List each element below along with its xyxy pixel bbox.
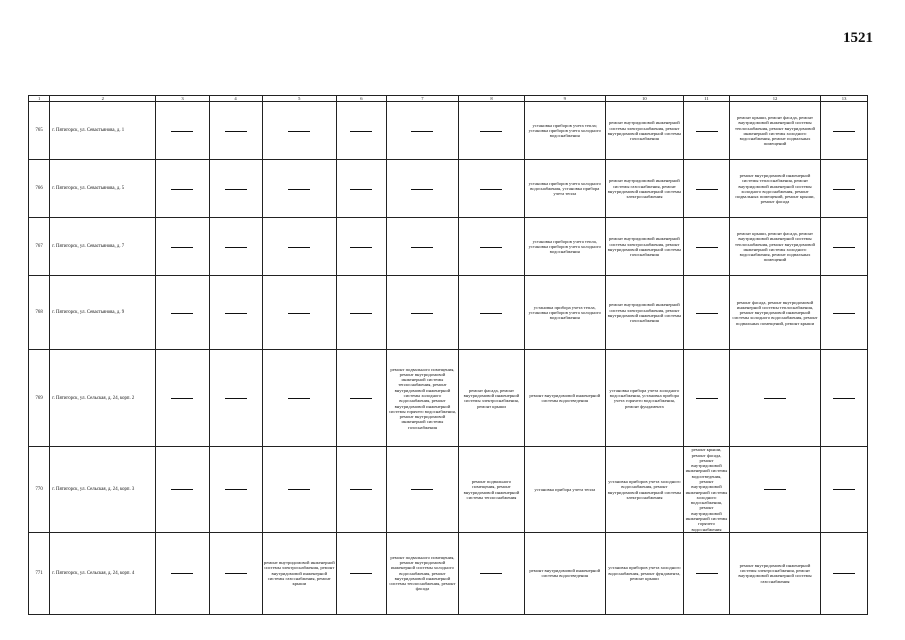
address-cell: г. Пятигорск, ул. Севастьянова, д. 1 — [50, 102, 156, 160]
dash-mark — [833, 398, 855, 399]
header-cell: 7 — [386, 96, 458, 102]
empty-cell — [821, 102, 868, 160]
header-cell: 4 — [209, 96, 262, 102]
dash-mark — [411, 313, 433, 314]
empty-cell — [156, 447, 209, 533]
empty-cell — [336, 350, 386, 447]
header-cell: 9 — [524, 96, 605, 102]
dash-mark — [480, 131, 502, 132]
work-cell: ремонт крыши, ремонт фасада, ремонт внутридомовой инженерной системы теплоснабжения, ремонт внутридомовой инженерной системы холодного водоснабжения, ремонт подвальных помещений — [729, 102, 820, 160]
dash-mark — [350, 313, 372, 314]
empty-cell — [684, 350, 730, 447]
dash-mark — [225, 189, 247, 190]
empty-cell — [821, 447, 868, 533]
header-cell: 12 — [729, 96, 820, 102]
dash-mark — [350, 398, 372, 399]
empty-cell — [684, 160, 730, 218]
dash-mark — [350, 131, 372, 132]
empty-cell — [262, 102, 336, 160]
empty-cell — [729, 350, 820, 447]
dash-mark — [833, 189, 855, 190]
row-number: 765 — [29, 102, 50, 160]
row-number: 771 — [29, 532, 50, 614]
dash-mark — [833, 131, 855, 132]
header-cell: 2 — [50, 96, 156, 102]
address-cell: г. Пятигорск, ул. Сельская, д. 24, корп. 4 — [50, 532, 156, 614]
work-cell: установка приборов учета тепла; установка приборов учета холодного водоснабжения — [524, 102, 605, 160]
table-row — [29, 102, 868, 160]
address-cell: г. Пятигорск, ул. Севастьянова, д. 9 — [50, 276, 156, 350]
dash-mark — [288, 489, 310, 490]
dash-mark — [225, 131, 247, 132]
empty-cell — [821, 276, 868, 350]
dash-mark — [288, 189, 310, 190]
empty-cell — [336, 447, 386, 533]
empty-cell — [262, 350, 336, 447]
dash-mark — [764, 398, 786, 399]
empty-cell — [262, 160, 336, 218]
work-cell: установка прибора учета холодного водоснабжения, установка прибора учета горячего водоснабжения, ремонт фундамента — [605, 350, 684, 447]
work-cell: ремонт внутридомовой инженерной системы электроснабжения, ремонт внутридомовой инженерной системы газоснабжения — [729, 532, 820, 614]
work-cell: ремонт внутридомовой инженерной системы теплоснабжения, ремонт внутридомовой инженерной системы холодного водоснабжения, ремонт подвальных помещений, ремонт крыши, ремонт фасада — [729, 160, 820, 218]
empty-cell — [821, 532, 868, 614]
work-cell: ремонт внутридомовой инженерной системы электроснабжения, ремонт внутридомовой инженерной системы газоснабжения — [605, 102, 684, 160]
dash-mark — [411, 189, 433, 190]
empty-cell — [386, 160, 458, 218]
empty-cell — [336, 218, 386, 276]
empty-cell — [262, 218, 336, 276]
table-row — [29, 447, 868, 533]
dash-mark — [225, 398, 247, 399]
header-cell: 10 — [605, 96, 684, 102]
dash-mark — [833, 489, 855, 490]
work-cell: установка приборов учета холодного водоснабжения, установка прибора учета тепла — [524, 160, 605, 218]
empty-cell — [336, 532, 386, 614]
work-cell: ремонт внутридомовой инженерной системы водоотведения — [524, 532, 605, 614]
work-cell: ремонт внутридомовой инженерной системы электроснабжения, ремонт внутридомовой инженерной системы газоснабжения — [605, 218, 684, 276]
header-cell: 11 — [684, 96, 730, 102]
table-row — [29, 160, 868, 218]
dash-mark — [171, 189, 193, 190]
page-number: 1521 — [843, 30, 873, 46]
empty-cell — [262, 276, 336, 350]
work-cell: ремонт подвального помещения, ремонт внутридомовой инженерной системы холодного водоснабжения, ремонт внутридомовой инженерной системы теплоснабжения, ремонт фасада — [386, 532, 458, 614]
dash-mark — [288, 398, 310, 399]
empty-cell — [209, 350, 262, 447]
work-cell: установка приборов учета тепла, установка приборов учета холодного водоснабжения — [524, 218, 605, 276]
work-cell: ремонт крыши, ремонт фасада, ремонт внутридомовой инженерной системы водоотведения, ремонт внутридомовой инженерной системы холодного водоснабжения, ремонт внутридомовой инженерной системы горячего водоснабжения — [685, 447, 728, 532]
empty-cell — [336, 102, 386, 160]
dash-mark — [171, 131, 193, 132]
works-table — [28, 95, 868, 615]
row-number: 768 — [29, 276, 50, 350]
work-cell: ремонт фасада, ремонт внутридомовой инженерной системы электроснабжения, ремонт крыши — [459, 350, 525, 447]
row-number: 766 — [29, 160, 50, 218]
empty-cell — [209, 218, 262, 276]
dash-mark — [411, 131, 433, 132]
dash-mark — [411, 247, 433, 248]
dash-mark — [696, 573, 718, 574]
empty-cell — [336, 276, 386, 350]
empty-cell — [684, 276, 730, 350]
empty-cell — [386, 276, 458, 350]
dash-mark — [696, 398, 718, 399]
empty-cell — [459, 102, 525, 160]
empty-cell — [684, 218, 730, 276]
table-row — [29, 218, 868, 276]
row-number: 767 — [29, 218, 50, 276]
dash-mark — [171, 573, 193, 574]
empty-cell — [156, 350, 209, 447]
empty-cell — [156, 160, 209, 218]
dash-mark — [480, 247, 502, 248]
empty-cell — [156, 102, 209, 160]
empty-cell — [209, 532, 262, 614]
row-number: 770 — [29, 447, 50, 533]
dash-mark — [350, 247, 372, 248]
empty-cell — [459, 160, 525, 218]
empty-cell — [156, 532, 209, 614]
work-cell: установка прибора учета тепла, установка приборов учета холодного водоснабжения — [524, 276, 605, 350]
dash-mark — [833, 313, 855, 314]
empty-cell — [684, 532, 730, 614]
dash-mark — [696, 189, 718, 190]
header-cell: 5 — [262, 96, 336, 102]
dash-mark — [480, 573, 502, 574]
work-cell: установка приборов учета холодного водоснабжения, ремонт внутридомовой инженерной системы электроснабжения — [605, 447, 684, 533]
dash-mark — [171, 247, 193, 248]
header-cell: 3 — [156, 96, 209, 102]
work-cell: ремонт подвального помещения, ремонт внутридомовой инженерной системы теплоснабжения, ремонт внутридомовой инженерной системы холодного водоснабжения, ремонт внутридомовой инженерной системы горячего водоснабжения, ремонт внутридомовой инженерной системы газоснабжения — [386, 350, 458, 447]
dash-mark — [171, 398, 193, 399]
work-cell: ремонт внутридомовой инженерной системы газоснабжения, ремонт внутридомовой инженерной системы электроснабжения — [605, 160, 684, 218]
address-cell: г. Пятигорск, ул. Сельская, д. 24, корп. 2 — [50, 350, 156, 447]
header-cell: 6 — [336, 96, 386, 102]
dash-mark — [696, 313, 718, 314]
table-row — [29, 532, 868, 614]
empty-cell — [684, 102, 730, 160]
work-cell: ремонт подвального помещения, ремонт внутридомовой инженерной системы теплоснабжения — [459, 447, 525, 533]
empty-cell — [336, 160, 386, 218]
empty-cell — [156, 276, 209, 350]
dash-mark — [350, 573, 372, 574]
empty-cell — [459, 276, 525, 350]
dash-mark — [288, 131, 310, 132]
dash-mark — [171, 489, 193, 490]
dash-mark — [833, 247, 855, 248]
table-row — [29, 350, 868, 447]
empty-cell — [386, 218, 458, 276]
work-cell: ремонт крыши, ремонт фасада, ремонт внутридомовой инженерной системы теплоснабжения, ремонт внутридомовой инженерной системы холодного водоснабжения, ремонт подвальных помещений — [729, 218, 820, 276]
dash-mark — [225, 313, 247, 314]
empty-cell — [209, 160, 262, 218]
dash-mark — [288, 313, 310, 314]
dash-mark — [171, 313, 193, 314]
dash-mark — [225, 489, 247, 490]
work-cell: ремонт фасада, ремонт внутридомовой инженерной системы теплоснабжения, ремонт внутридомовой инженерной системы холодного водоснабжения, ремонт подвальных помещений, ремонт крыши — [729, 276, 820, 350]
dash-mark — [480, 313, 502, 314]
work-cell: ремонт внутридомовой инженерной системы водоотведения — [524, 350, 605, 447]
header-cell: 13 — [821, 96, 868, 102]
table-row — [29, 276, 868, 350]
dash-mark — [833, 573, 855, 574]
dash-mark — [350, 189, 372, 190]
address-cell: г. Пятигорск, ул. Севастьянова, д. 5 — [50, 160, 156, 218]
address-cell: г. Пятигорск, ул. Севастьянова, д. 7 — [50, 218, 156, 276]
empty-cell — [821, 218, 868, 276]
dash-mark — [350, 489, 372, 490]
empty-cell — [459, 532, 525, 614]
empty-cell — [209, 276, 262, 350]
work-cell: ремонт внутридомовой инженерной системы электроснабжения, ремонт внутридомовой инженерной системы газоснабжения, ремонт крыши — [262, 532, 336, 614]
empty-cell — [209, 102, 262, 160]
dash-mark — [411, 489, 433, 490]
dash-mark — [764, 489, 786, 490]
empty-cell — [386, 447, 458, 533]
work-cell: установка приборов учета холодного водоснабжения, ремонт фундамента, ремонт крыши — [605, 532, 684, 614]
work-cell: установка прибора учета тепла — [524, 447, 605, 533]
empty-cell — [209, 447, 262, 533]
header-cell: 1 — [29, 96, 50, 102]
empty-cell — [821, 350, 868, 447]
header-cell: 8 — [459, 96, 525, 102]
dash-mark — [696, 131, 718, 132]
dash-mark — [225, 573, 247, 574]
empty-cell — [729, 447, 820, 533]
empty-cell — [459, 218, 525, 276]
empty-cell — [156, 218, 209, 276]
address-cell: г. Пятигорск, ул. Сельская, д. 24, корп. 3 — [50, 447, 156, 533]
empty-cell — [821, 160, 868, 218]
dash-mark — [696, 247, 718, 248]
dash-mark — [225, 247, 247, 248]
row-number: 769 — [29, 350, 50, 447]
work-cell: ремонт внутридомовой инженерной системы электроснабжения, ремонт внутридомовой инженерной системы газоснабжения — [605, 276, 684, 350]
dash-mark — [288, 247, 310, 248]
dash-mark — [480, 189, 502, 190]
empty-cell — [386, 102, 458, 160]
empty-cell — [262, 447, 336, 533]
